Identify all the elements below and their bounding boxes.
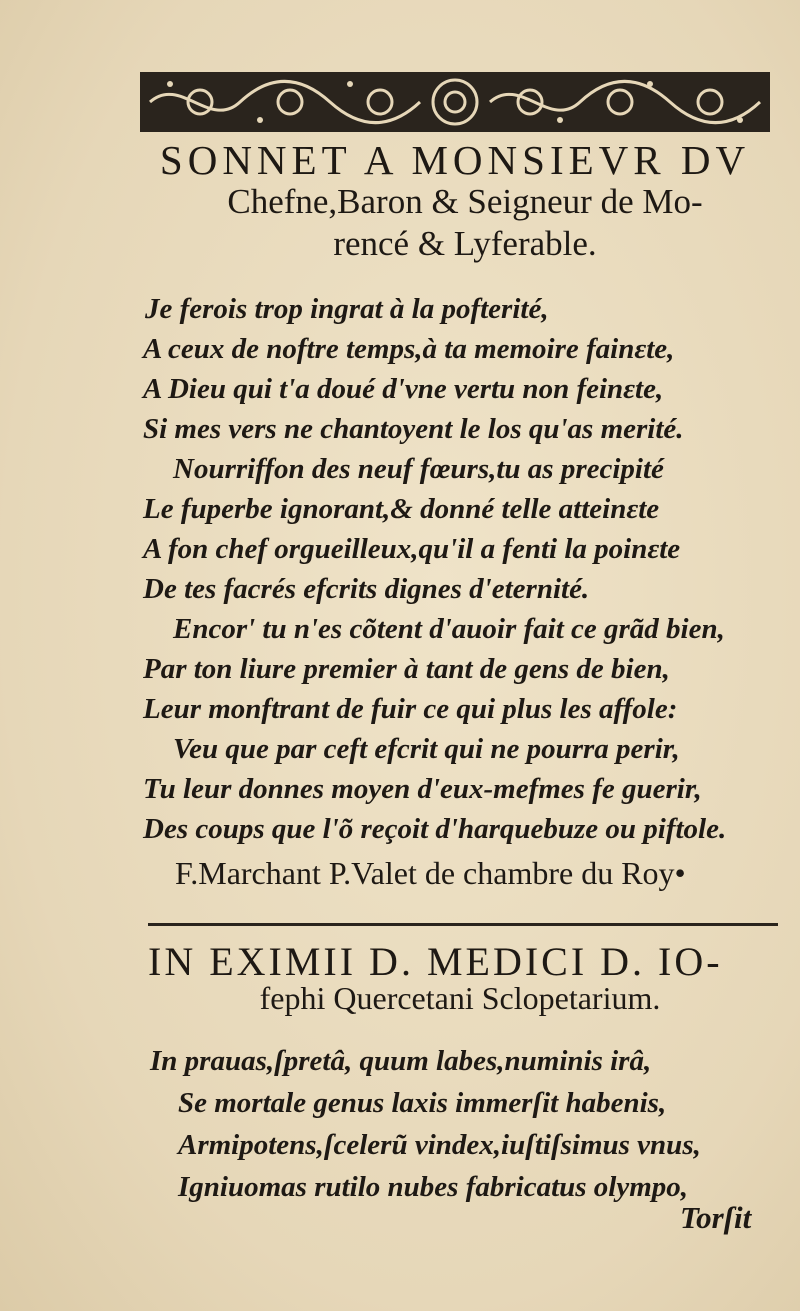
latin-title-line-1: IN EXIMII D. MEDICI D. IO- xyxy=(148,939,723,984)
sonnet-title-line-2: Chefne,Baron & Seigneur de Mo- xyxy=(227,182,703,221)
sonnet-line: Nourriffon des neuf fœurs,tu as precipité xyxy=(173,453,664,485)
sonnet-line: Le fuperbe ignorant,& donné telle atteinɛte xyxy=(143,493,660,525)
sonnet-line: Leur monftrant de fuir ce qui plus les affole: xyxy=(143,693,678,725)
latin-line: Se mortale genus laxis immerſit habenis, xyxy=(178,1087,667,1119)
sonnet-line: De tes facrés efcrits dignes d'eternité. xyxy=(143,573,590,605)
latin-line: Armipotens,ſcelerũ vindex,iuſtiſsimus vnus, xyxy=(178,1129,701,1161)
latin-title-line-2: fephi Quercetani Sclopetarium. xyxy=(259,980,661,1016)
sonnet-title-line-3: rencé & Lyferable. xyxy=(333,224,597,263)
sonnet-line: Par ton liure premier à tant de gens de bien, xyxy=(143,653,670,685)
ornament-headpiece xyxy=(140,70,770,134)
sonnet-line: Je ferois trop ingrat à la pofterité, xyxy=(145,293,549,325)
sonnet-line: Si mes vers ne chantoyent le los qu'as merité. xyxy=(143,413,684,445)
sonnet-line: A fon chef orgueilleux,qu'il a fenti la poinɛte xyxy=(143,533,681,565)
catchword: Torſit xyxy=(680,1200,752,1235)
sonnet-line: Encor' tu n'es cõtent d'auoir fait ce grãd bien, xyxy=(173,613,725,645)
section-rule xyxy=(148,923,778,926)
sonnet-line: Veu que par ceft efcrit qui ne pourra perir, xyxy=(173,733,680,765)
sonnet-line: A ceux de noftre temps,à ta memoire fainɛte, xyxy=(143,333,675,365)
sonnet-title-line-1: SONNET A MONSIEVR DV xyxy=(159,137,751,183)
signature: F.Marchant P.Valet de chambre du Roy• xyxy=(175,855,686,891)
latin-line: Igniuomas rutilo nubes fabricatus olympo, xyxy=(178,1171,689,1203)
sonnet-line: A Dieu qui t'a doué d'vne vertu non feinɛte, xyxy=(143,373,664,405)
latin-line: In prauas,ſpretâ, quum labes,numinis irâ, xyxy=(150,1045,652,1077)
sonnet-line: Des coups que l'õ reçoit d'harquebuze ou piftole. xyxy=(143,813,727,845)
sonnet-line: Tu leur donnes moyen d'eux-mefmes fe guerir, xyxy=(143,773,702,805)
